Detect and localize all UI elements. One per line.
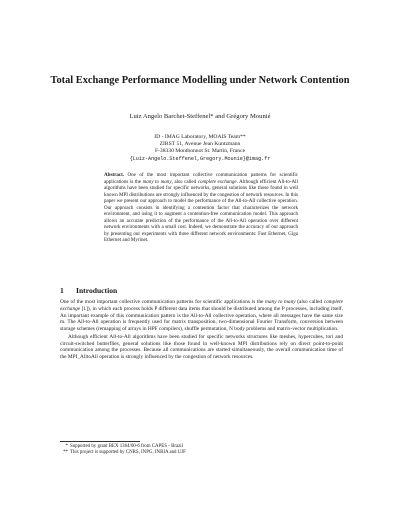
abstract: [104, 172, 298, 244]
footnote-2-mark: **: [63, 450, 68, 456]
author-affiliation: [40, 134, 360, 163]
intro-paragraph-1: [60, 299, 343, 333]
affiliation-line-2: ZIRST 51, Avenue Jean Kuntzmann: [159, 141, 241, 148]
abstract-emph-1: many to many: [142, 178, 172, 185]
footnote-1-mark: *: [65, 444, 68, 449]
paper-title: Total Exchange Performance Modelling under Network Contention: [50, 75, 350, 86]
intro-paragraph-2: Although efficient All-to-All algorithms have been studied for specific networks structures like meshes, hypercubes, tori and circuit-switched butterflies, general solutions like those found in well-known MPI distributions rely on direct point-to-point communication among the processes. Because all communications are started simultaneously, the overall communication time of the MPI_AlltoAll operation is strongly influenced by the congestion of network resources.: [60, 333, 343, 360]
intro-p1-emph-2: complete exchange: [60, 299, 343, 312]
affiliation-line-1: ID - IMAG Laboratory, MOAIS Team**: [154, 134, 246, 140]
footnote-2-text: This project is supported by CNRS, INPG, INRIA and UJF: [70, 450, 186, 456]
footnote-rule: [60, 441, 140, 442]
section-title: Introduction: [76, 286, 118, 295]
footnote-1-text: Supported by grant BEX 1364/00-6 from CAPES - Brazil: [70, 444, 184, 449]
abstract-text-2: , also called: [171, 178, 197, 185]
author-email: {Luiz-Angelo.Steffenel,Gregory.Mounie}@imag.fr: [129, 155, 271, 162]
abstract-emph-2: complete exchange: [197, 178, 237, 185]
paper-authors: Luiz Angelo Barchet-Steffenel* and Grégory Mounié: [129, 113, 271, 120]
abstract-label: Abstract.: [104, 172, 125, 178]
intro-body: [60, 299, 343, 361]
footnotes: [60, 444, 343, 457]
intro-p1-emph-1: many to many: [265, 299, 296, 305]
footnote-2: [60, 450, 343, 456]
intro-p1-text-c: [1]), in which each process holds P different data items that should be distributed among the P processes, including itself. An important example of this communication pattern is the All-to-All collective operation, where all messages have the same size m. The All-to-All operation is frequently used for matrix transposition, two-dimensional Fourier Transform, conversion between storage schemes (remapping of arrays in HPF compilers), shuffle permutation, N body problems and matrix-vector multiplication.: [60, 305, 343, 332]
intro-p1-text-b: (also called: [297, 299, 323, 305]
affiliation-line-3: F-38330 Montbonnot St. Martin, France: [154, 148, 246, 155]
intro-p1-text-a: One of the most important collective communication patterns for scientific applications is the: [60, 299, 264, 305]
abstract-text-3: . Although efficient All-to-All algorithms have been studied for specific networks, general solutions like those found in well known MPI distributions are strongly influenced by the congestion of network resources. In this paper we present our approach to model the performance of the All-to-All collective operation. Our approach consists in identifying a contention factor that characterizes the network environment, and using it to augment a contention-free communication model. This approach allows an accurate prediction of the performance of the All-to-All operation over different network environments with a small cost. Indeed, we demonstrate the accuracy of our approach by presenting our experiments with three different network environments: Fast Ethernet, Giga Ethernet and Myrinet.: [104, 178, 298, 244]
section-number: 1: [60, 286, 64, 295]
abstract-text-1: One of the most important collective communication patterns for scientific applications is the: [104, 172, 298, 185]
section-heading: [60, 286, 340, 295]
